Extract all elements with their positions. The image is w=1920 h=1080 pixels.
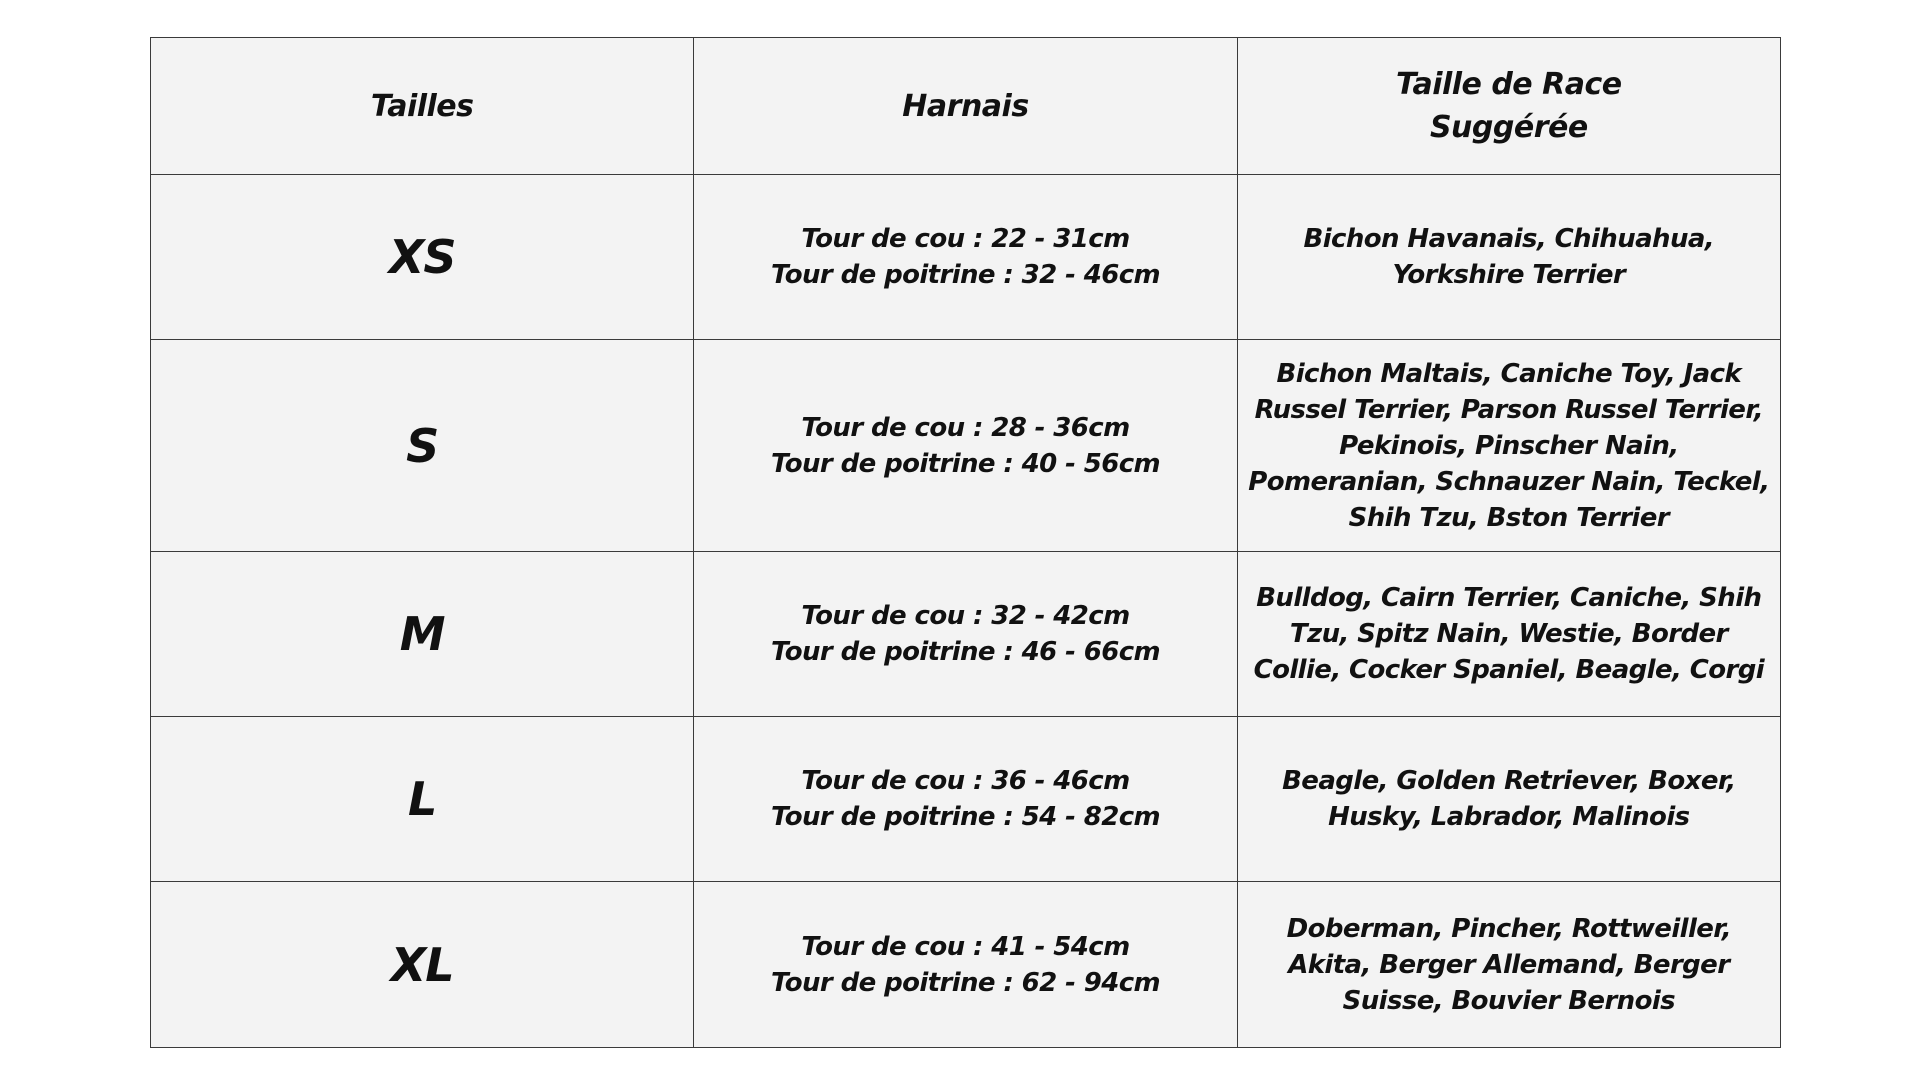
- size-label: S: [406, 418, 439, 473]
- header-breed-line2: Suggérée: [1429, 110, 1588, 145]
- harness-cell: [694, 175, 1237, 340]
- harness-cell: [694, 882, 1237, 1048]
- breeds-text: Bichon Havanais, Chihuahua, Yorkshire Terrier: [1303, 224, 1715, 290]
- size-label: XS: [388, 230, 456, 284]
- neck-measure: Tour de cou : 36 - 46cm: [801, 766, 1130, 796]
- chest-measure: Tour de poitrine : 62 - 94cm: [770, 967, 1161, 998]
- breeds-text: Bulldog, Cairn Terrier, Caniche, Shih Tzu, Spitz Nain, Westie, Border Collie, Cocker Spaniel, Beagle, Corgi: [1253, 583, 1765, 685]
- size-cell: [151, 340, 694, 552]
- chest-measure: Tour de poitrine : 46 - 66cm: [770, 637, 1161, 667]
- harness-cell: [694, 340, 1237, 552]
- breeds-text: Bichon Maltais, Caniche Toy, Jack Russel Terrier, Parson Russel Terrier, Pekinois, Pinscher Nain, Pomeranian, Schnauzer Nain, Teckel, Shih Tzu, Bston Terrier: [1248, 358, 1770, 533]
- table-header-row: [151, 38, 1781, 175]
- size-label: L: [408, 772, 437, 826]
- size-label: XL: [390, 937, 454, 992]
- header-breed-line1: Taille de Race: [1396, 67, 1622, 102]
- harness-cell: [694, 552, 1237, 717]
- size-cell: [151, 882, 694, 1048]
- size-cell: [151, 552, 694, 717]
- breeds-cell: [1237, 175, 1780, 340]
- harness-cell: [694, 717, 1237, 882]
- table-row: [151, 882, 1781, 1048]
- size-cell: [151, 717, 694, 882]
- chest-measure: Tour de poitrine : 54 - 82cm: [770, 802, 1161, 832]
- table-row: [151, 175, 1781, 340]
- breeds-text: Doberman, Pincher, Rottweiller, Akita, Berger Allemand, Berger Suisse, Bouvier Bernois: [1286, 913, 1731, 1016]
- size-label: M: [399, 607, 445, 661]
- header-breed-size: [1237, 38, 1780, 175]
- table-row: [151, 717, 1781, 882]
- size-cell: [151, 175, 694, 340]
- neck-measure: Tour de cou : 22 - 31cm: [801, 224, 1130, 254]
- breeds-cell: [1237, 552, 1780, 717]
- table-row: [151, 340, 1781, 552]
- breeds-text: Beagle, Golden Retriever, Boxer, Husky, Labrador, Malinois: [1282, 766, 1736, 832]
- header-sizes-label: Tailles: [370, 88, 474, 124]
- breeds-cell: [1237, 882, 1780, 1048]
- header-harness: [694, 38, 1237, 175]
- size-chart-table: [150, 37, 1781, 1048]
- neck-measure: Tour de cou : 28 - 36cm: [801, 412, 1130, 443]
- breeds-cell: [1237, 717, 1780, 882]
- header-harness-label: Harnais: [902, 88, 1029, 124]
- table-row: [151, 552, 1781, 717]
- neck-measure: Tour de cou : 32 - 42cm: [801, 601, 1130, 631]
- breeds-cell: [1237, 340, 1780, 552]
- neck-measure: Tour de cou : 41 - 54cm: [801, 931, 1130, 962]
- chest-measure: Tour de poitrine : 40 - 56cm: [770, 448, 1161, 479]
- header-sizes: [151, 38, 694, 175]
- chest-measure: Tour de poitrine : 32 - 46cm: [770, 260, 1161, 290]
